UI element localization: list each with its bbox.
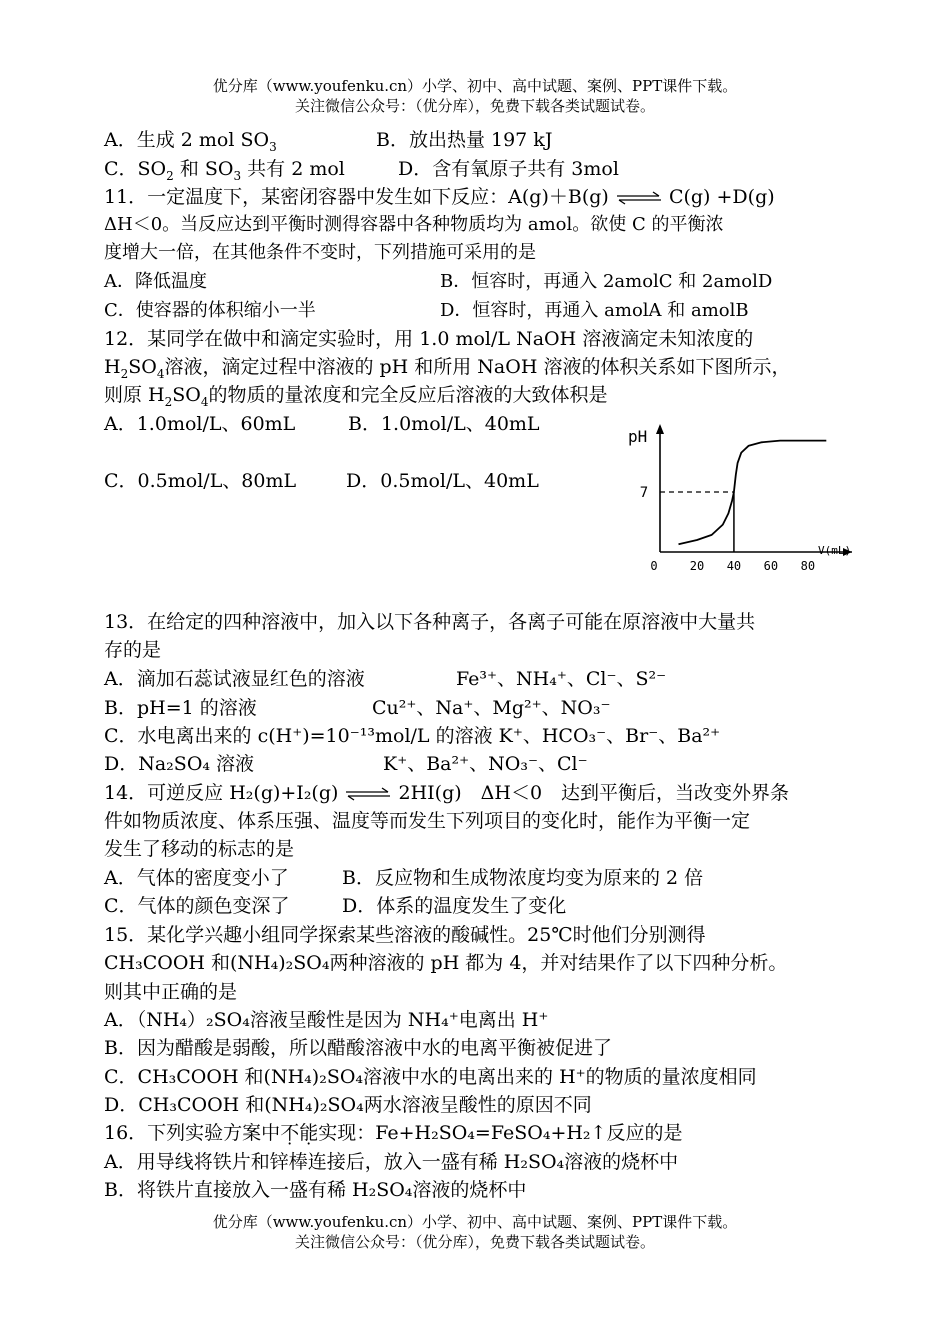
q16-emphasis-can: 能 xyxy=(299,1122,319,1144)
titration-ph-chart xyxy=(622,418,864,574)
x-tick-label: 40 xyxy=(726,559,742,573)
q15-line-1: 15．某化学兴趣小组同学探索某些溶液的酸碱性。25℃时他们分别测得 xyxy=(104,924,706,946)
q12-option-a: A．1.0mol/L、60mL xyxy=(104,413,296,435)
q13-option-d-ions: K⁺、Ba²⁺、NO₃⁻、Cl⁻ xyxy=(383,753,588,775)
q11-option-d: D．恒容时，再通入 amolA 和 amolB xyxy=(440,300,749,321)
q14-option-c: C．气体的颜色变深了 xyxy=(104,895,290,917)
q12-option-c: C．0.5mol/L、80mL xyxy=(104,470,297,492)
q11-line-2: ΔH＜0。当反应达到平衡时测得容器中各种物质均为 amol。欲使 C 的平衡浓 xyxy=(104,214,724,235)
q10-option-d: D．含有氧原子共有 3mol xyxy=(398,158,619,180)
x-tick-label: 0 xyxy=(650,559,658,573)
q13-line-1: 13．在给定的四种溶液中，加入以下各种离子，各离子可能在原溶液中大量共 xyxy=(104,611,756,633)
q13-option-b-label: B．pH=1 的溶液 xyxy=(104,697,257,719)
q10-option-b: B．放出热量 197 kJ xyxy=(376,129,553,151)
q14-option-b: B．反应物和生成物浓度均变为原来的 2 倍 xyxy=(342,867,704,889)
q16-option-b: B．将铁片直接放入一盛有稀 H₂SO₄溶液的烧杯中 xyxy=(104,1179,527,1201)
q12-line-2: $H_2SO_4$溶液，滴定过程中溶液的 pH 和所用 NaOH 溶液的体积关系如下图所示， xyxy=(104,356,791,381)
equilibrium-arrow-icon xyxy=(344,787,392,801)
x-tick-label: 20 xyxy=(689,559,705,573)
q12-option-b: B．1.0mol/L、40mL xyxy=(348,413,540,435)
q10-option-c: C．$SO_2$ 和 $SO_3$ 共有 2 mol xyxy=(104,158,345,183)
q16-emphasis-not: 不 xyxy=(280,1122,300,1144)
q15-option-a: A．（NH₄）₂SO₄溶液呈酸性是因为 NH₄⁺电离出 H⁺ xyxy=(104,1009,549,1031)
q16-option-a: A．用导线将铁片和锌棒连接后，放入一盛有稀 H₂SO₄溶液的烧杯中 xyxy=(104,1151,679,1173)
x-axis-label: V(mL) xyxy=(818,544,852,557)
q12-line-3: 则原 $H_2SO_4$的物质的量浓度和完全反应后溶液的大致体积是 xyxy=(104,384,608,409)
q13-option-c: C．水电离出来的 c(H⁺)=10⁻¹³mol/L 的溶液 K⁺、HCO₃⁻、Br⁻、Ba²⁺ xyxy=(104,725,721,747)
q13-line-2: 存的是 xyxy=(104,639,162,661)
q15-line-3: 则其中正确的是 xyxy=(104,981,238,1003)
y-axis-label: pH xyxy=(628,427,648,446)
q15-option-c: C．CH₃COOH 和(NH₄)₂SO₄溶液中水的电离出来的 H⁺的物质的量浓度相同 xyxy=(104,1066,757,1088)
q12-line-1: 12．某同学在做中和滴定实验时，用 1.0 mol/L NaOH 溶液滴定未知浓度的 xyxy=(104,328,754,350)
q13-option-a-label: A．滴加石蕊试液显红色的溶液 xyxy=(104,668,365,690)
q14-stem: 14．可逆反应 H₂(g)+I₂(g) 2HI(g) ΔH＜0 达到平衡后，当改变外界条 xyxy=(104,782,790,804)
q15-option-d: D．CH₃COOH 和(NH₄)₂SO₄两水溶液呈酸性的原因不同 xyxy=(104,1094,592,1116)
q11-option-a: A．降低温度 xyxy=(104,271,207,292)
footer-line-1: 优分库（www.youfenku.cn）小学、初中、高中试题、案例、PPT课件下载。 xyxy=(212,1213,738,1231)
q14-option-a: A．气体的密度变小了 xyxy=(104,867,289,889)
header-line-1: 优分库（www.youfenku.cn）小学、初中、高中试题、案例、PPT课件下载。 xyxy=(212,77,738,95)
q14-line-3: 发生了移动的标志的是 xyxy=(104,838,295,860)
header-line-2: 关注微信公众号：（优分库），免费下载各类试题试卷。 xyxy=(294,97,655,115)
q12-option-d: D．0.5mol/L、40mL xyxy=(346,470,539,492)
x-tick-label: 80 xyxy=(800,559,816,573)
q11-stem: 11．一定温度下，某密闭容器中发生如下反应：A(g)＋B(g) C(g) +D(g) xyxy=(104,186,775,208)
q15-option-b: B．因为醋酸是弱酸，所以醋酸溶液中水的电离平衡被促进了 xyxy=(104,1037,612,1059)
q14-line-2: 件如物质浓度、体系压强、温度等而发生下列项目的变化时，能作为平衡一定 xyxy=(104,810,751,832)
q13-option-b-ions: Cu²⁺、Na⁺、Mg²⁺、NO₃⁻ xyxy=(372,697,611,719)
q11-option-b: B．恒容时，再通入 2amolC 和 2amolD xyxy=(440,271,773,292)
x-tick-label: 60 xyxy=(763,559,779,573)
q14-option-d: D．体系的温度发生了变化 xyxy=(342,895,567,917)
q11-line-3: 度增大一倍，在其他条件不变时，下列措施可采用的是 xyxy=(104,242,536,263)
q10-option-a: A．生成 2 mol $SO_3$ xyxy=(104,129,277,154)
q11-option-c: C．使容器的体积缩小一半 xyxy=(104,300,316,321)
q13-option-d-label: D．Na₂SO₄ 溶液 xyxy=(104,753,255,775)
q16-stem: 16．下列实验方案中不能实现：Fe+H₂SO₄=FeSO₄+H₂↑反应的是 xyxy=(104,1122,683,1144)
y-axis-arrow-icon xyxy=(656,424,664,434)
q15-line-2: CH₃COOH 和(NH₄)₂SO₄两种溶液的 pH 都为 4，并对结果作了以下四种分析。 xyxy=(104,952,788,974)
q13-option-a-ions: Fe³⁺、NH₄⁺、Cl⁻、S²⁻ xyxy=(456,668,667,690)
equilibrium-arrow-icon xyxy=(615,191,663,205)
y-tick-label: 7 xyxy=(639,485,649,501)
footer-line-2: 关注微信公众号：（优分库），免费下载各类试题试卷。 xyxy=(294,1233,655,1251)
